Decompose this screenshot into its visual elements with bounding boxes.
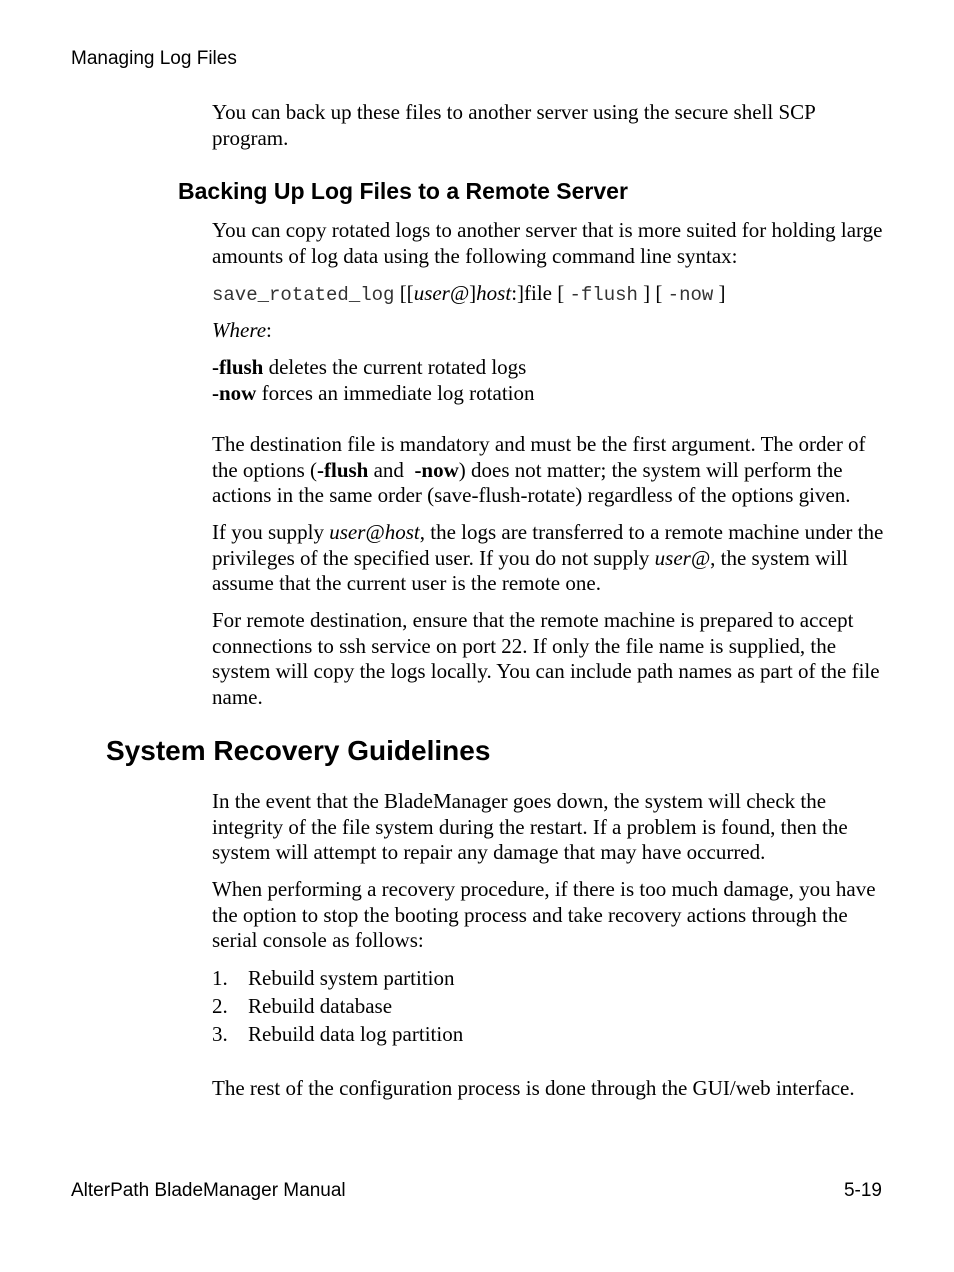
backup-paragraph-1: You can copy rotated logs to another server that is more suited for holding large amounts of log data using the following command line syntax: — [212, 218, 883, 268]
backup-paragraph-3: If you supply user@host, the logs are transferred to a remote machine under the privileges of the specified user. If you do not supply user@, the system will assume that the current user is the remote one. — [212, 520, 884, 595]
options-list — [212, 355, 892, 406]
list-item: 2. Rebuild database — [212, 994, 393, 1018]
recovery-steps-list — [212, 966, 892, 1050]
backup-paragraph-2: The destination file is mandatory and must be the first argument. The order of the options (-flush and -now) does not matter; the system will perform the actions in the same order (save-flush-rotate) regardless of the options given. — [212, 432, 866, 507]
recovery-paragraph-2: When performing a recovery procedure, if there is too much damage, you have the option to stop the booting process and take recovery actions through the serial console as follows: — [212, 877, 876, 952]
backup-paragraph-4: For remote destination, ensure that the remote machine is prepared to accept connections to ssh service on port 22. If only the file name is supplied, the system will copy the logs locally. You can include path names as part of the file name. — [212, 608, 880, 709]
where-label: Where: — [212, 318, 272, 342]
option-item: -now forces an immediate log rotation — [212, 380, 535, 405]
command-syntax: save_rotated_log [[user@]host:]file [ -flush ] [ -now ] — [212, 281, 726, 306]
option-item: -flush deletes the current rotated logs — [212, 355, 527, 379]
section-heading-backup: Backing Up Log Files to a Remote Server — [178, 178, 628, 204]
running-header: Managing Log Files — [71, 48, 237, 69]
syntax-flush: -flush — [569, 284, 638, 306]
list-item: 3. Rebuild data log partition — [212, 1022, 464, 1046]
syntax-now: -now — [667, 284, 714, 306]
footer-page-number: 5-19 — [843, 1180, 882, 1201]
recovery-paragraph-3: The rest of the configuration process is done through the GUI/web interface. — [212, 1076, 855, 1100]
list-item: 1. Rebuild system partition — [212, 966, 455, 990]
intro-paragraph: You can back up these files to another server using the secure shell SCP program. — [212, 100, 816, 150]
recovery-paragraph-1: In the event that the BladeManager goes down, the system will check the integrity of the file system during the restart. If a problem is found, then the system will attempt to repair any damage that may have occurred. — [212, 789, 848, 864]
footer-manual-title: AlterPath BladeManager Manual — [71, 1180, 346, 1201]
syntax-command: save_rotated_log — [212, 284, 395, 306]
section-heading-recovery: System Recovery Guidelines — [106, 735, 491, 766]
